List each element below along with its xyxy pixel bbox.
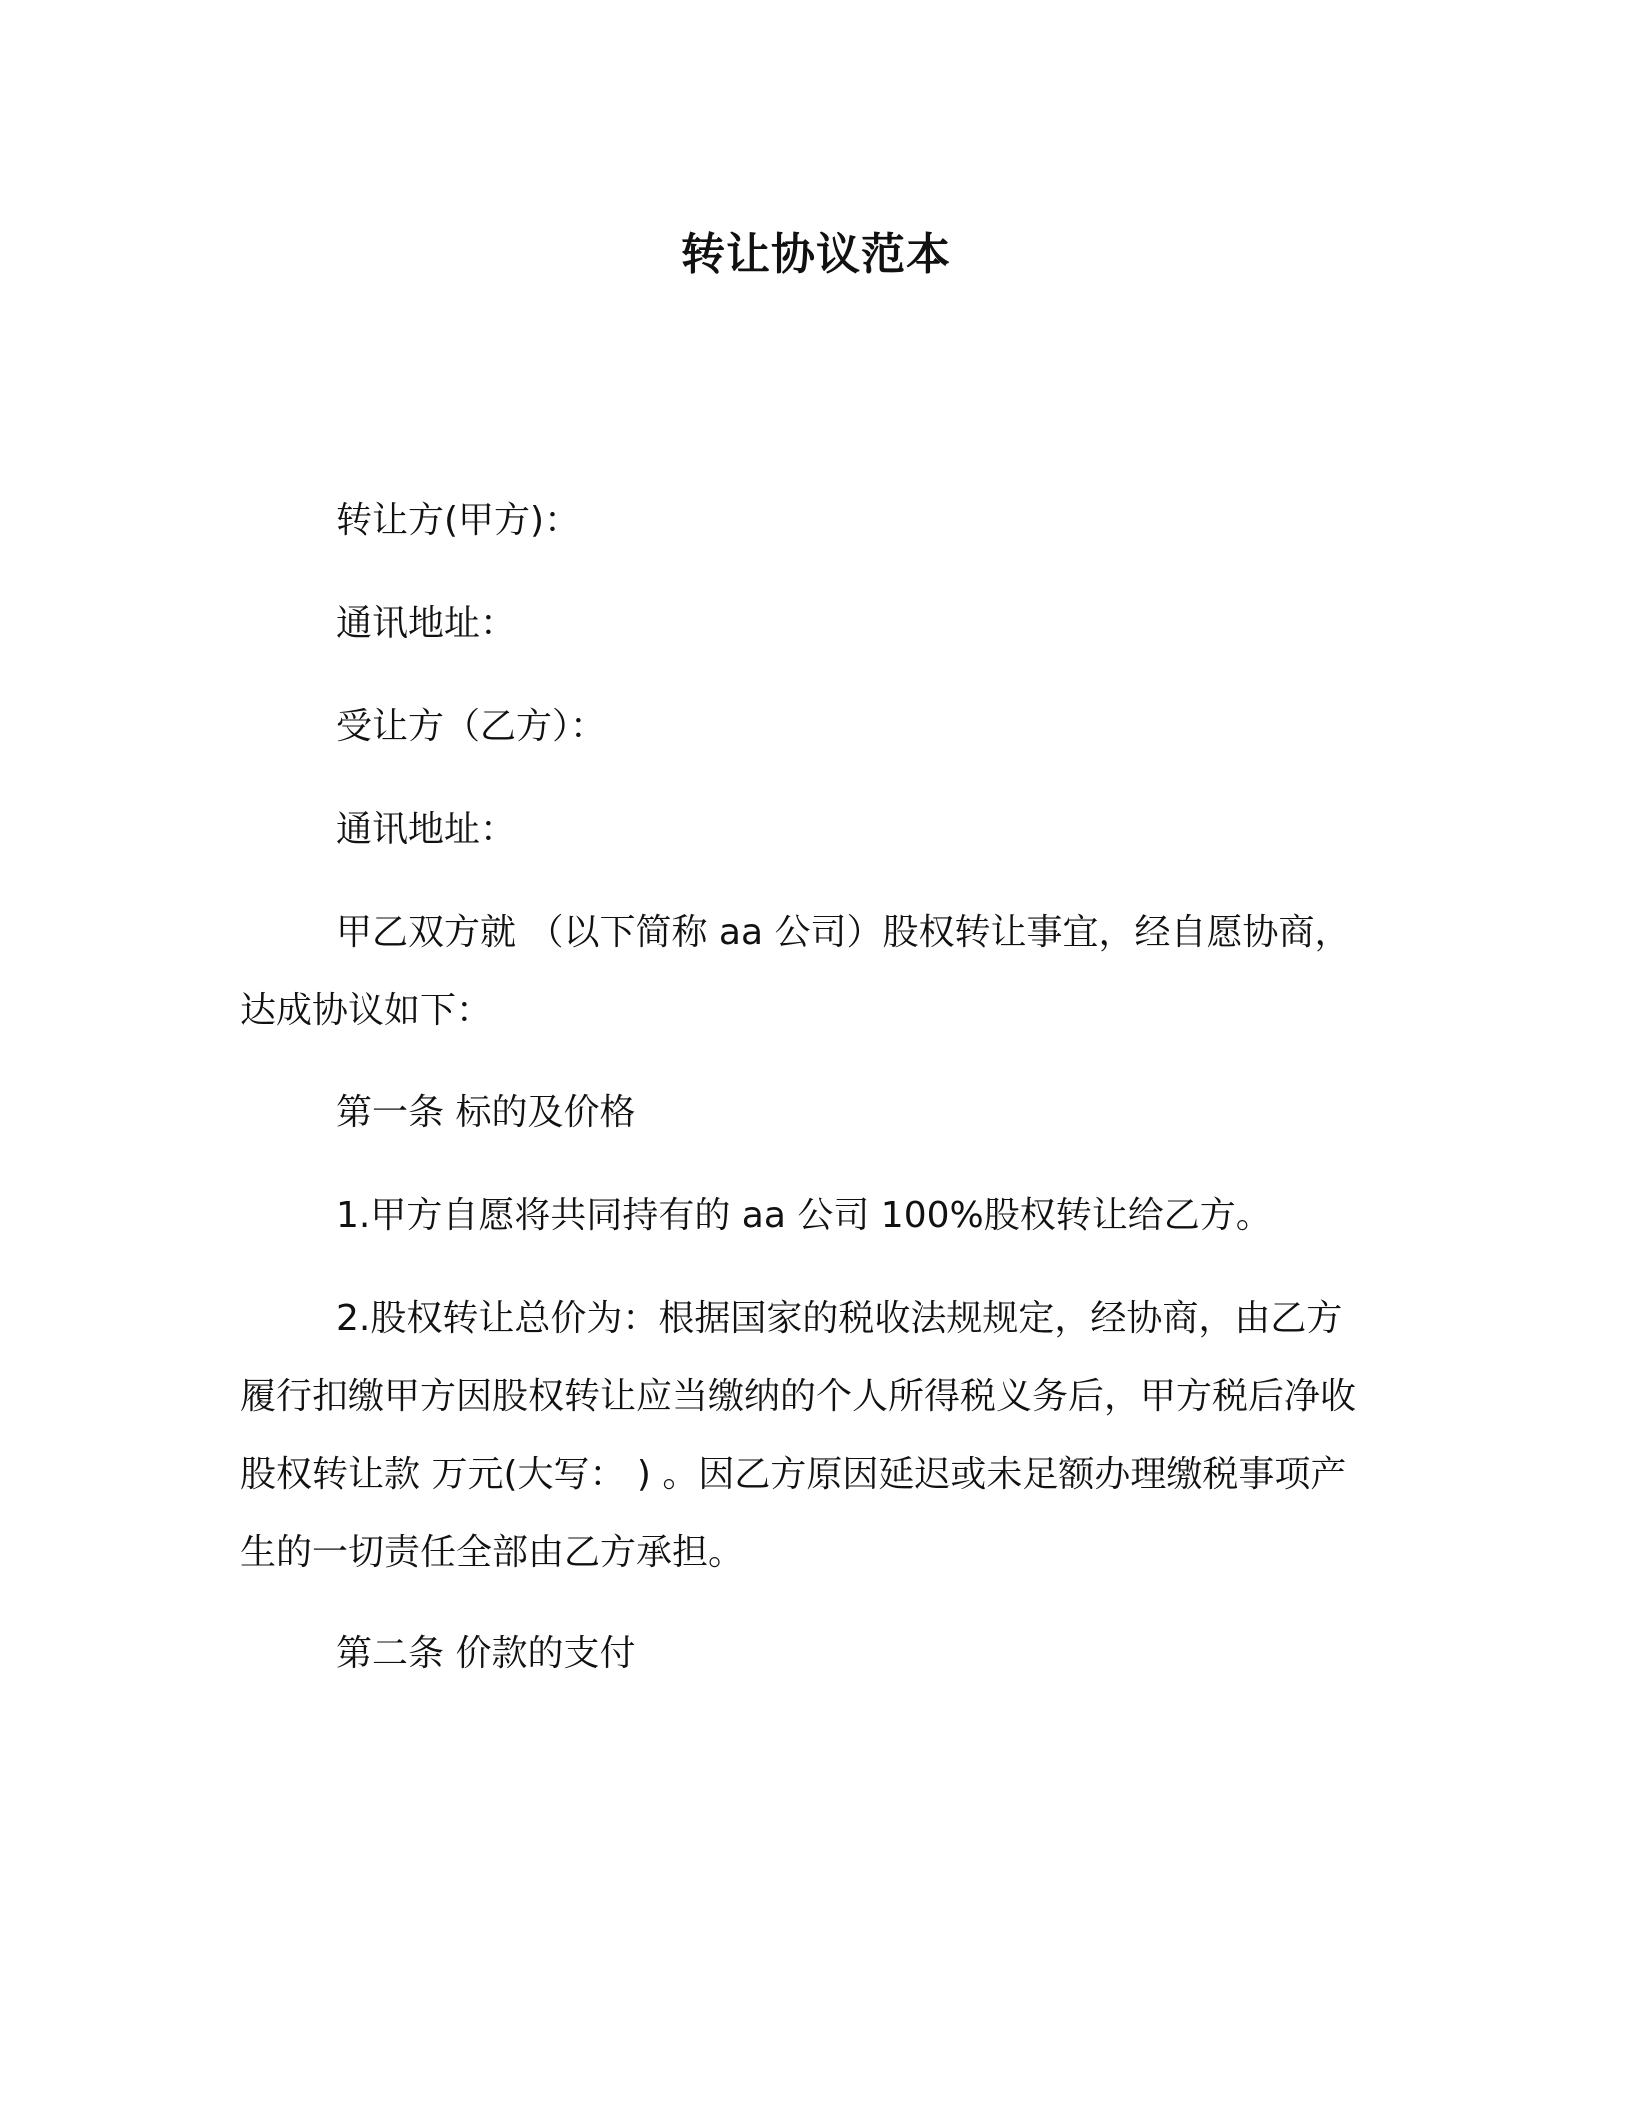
article-2-heading: 第二条 价款的支付 (336, 1633, 636, 1674)
transferor-label: 转让方(甲方)： (336, 500, 581, 541)
transferee-address-label: 通讯地址： (336, 809, 517, 850)
article-1-item-1: 1.甲方自愿将共同持有的 aa 公司 100%股权转让给乙方。 (336, 1195, 1272, 1236)
article-1-item-2: 2.股权转让总价为：根据国家的税收法规规定，经协商，由乙方履行扣缴甲方因股权转让应当缴纳的个人所得税义务后，甲方税后净收股权转让款 万元(大写： ) 。因乙方原因延迟或未足额办理缴税事项产生的一切责任全部由乙方承担。 (240, 1298, 1357, 1573)
transferee-label: 受让方（乙方）： (336, 706, 607, 747)
article-1-heading: 第一条 标的及价格 (336, 1092, 636, 1133)
transferor-address-label: 通讯地址： (336, 603, 517, 644)
document-title: 转让协议范本 (681, 229, 951, 280)
intro-paragraph: 甲乙双方就 （以下简称 aa 公司）股权转让事宜，经自愿协商，达成协议如下： (240, 912, 1351, 1031)
